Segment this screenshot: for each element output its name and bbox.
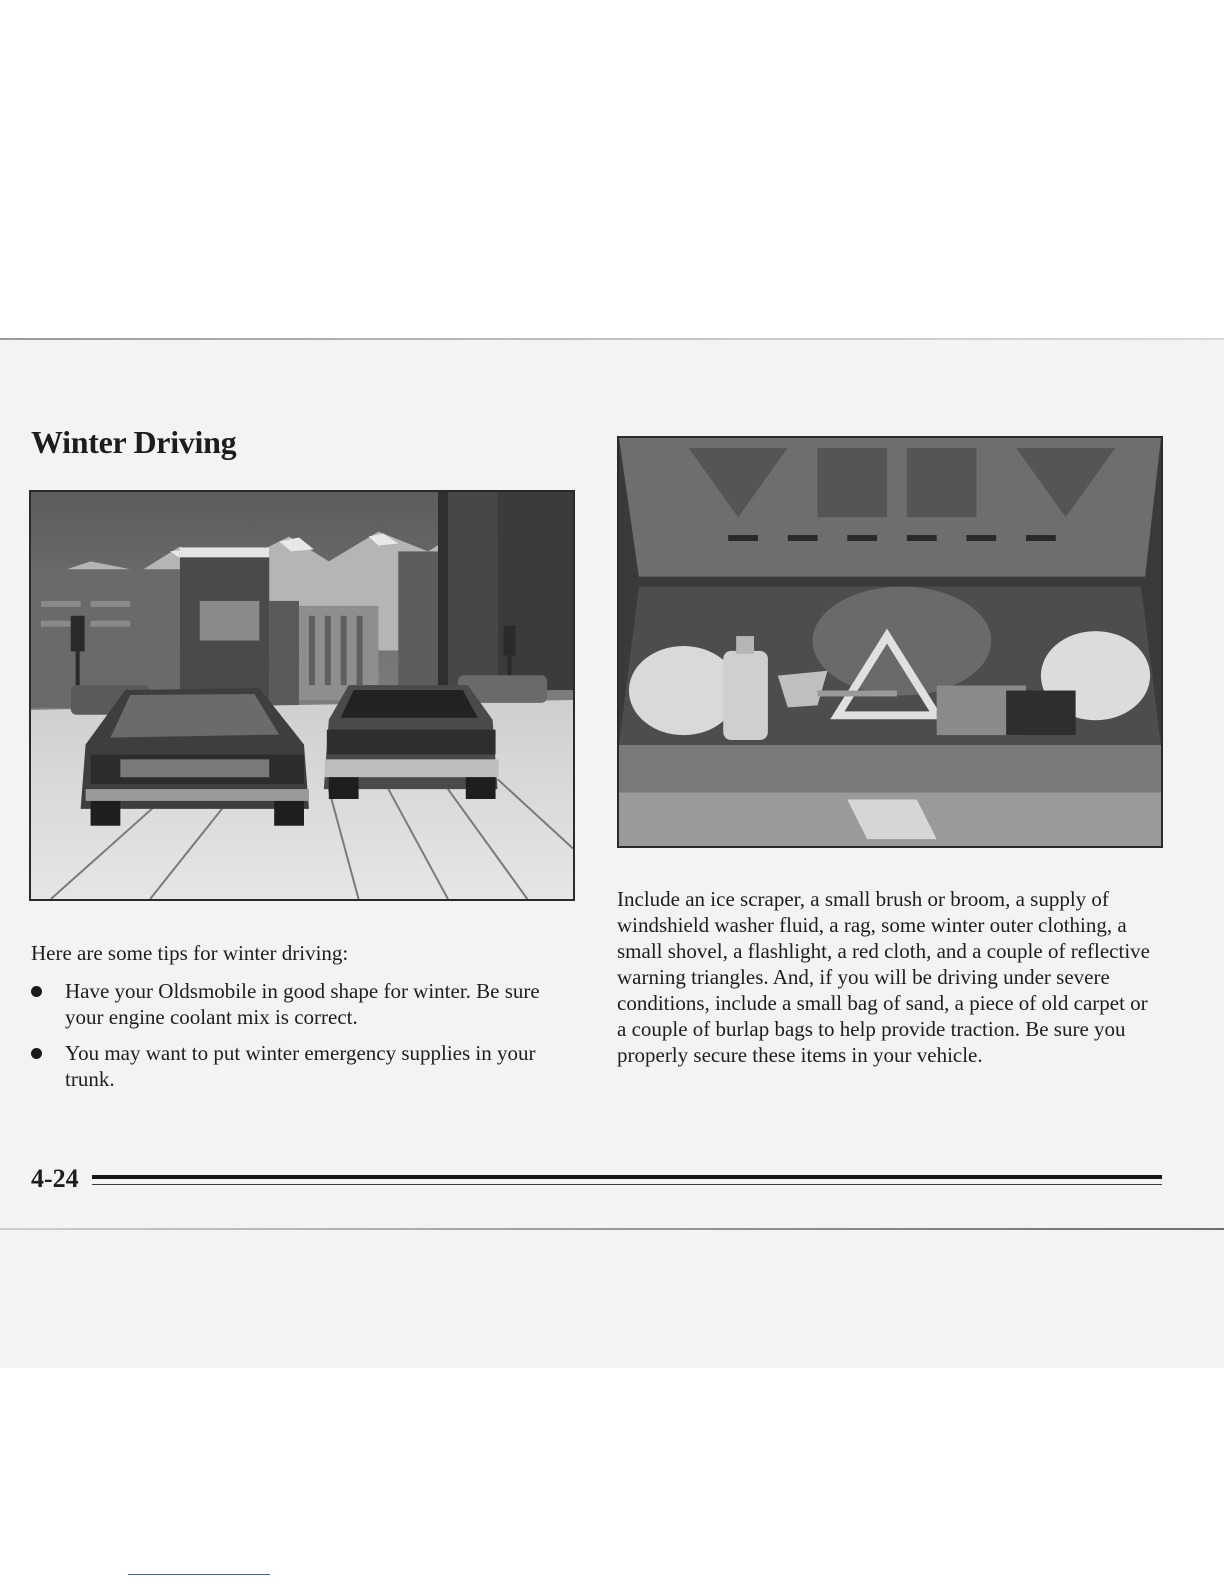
list-item-text: You may want to put winter emergency supplies in your trunk. (65, 1041, 536, 1091)
trunk-emergency-supplies-illustration (617, 436, 1163, 848)
scan-edge-top (0, 338, 1224, 340)
tips-list (31, 978, 571, 1102)
page-number: 4-24 (31, 1164, 79, 1193)
list-item (31, 1040, 571, 1092)
footer-rule (92, 1175, 1162, 1179)
bullet-icon (31, 1048, 42, 1059)
winter-city-traffic-illustration (29, 490, 575, 901)
bullet-icon (31, 986, 42, 997)
supplies-paragraph: Include an ice scraper, a small brush or broom, a supply of windshield washer fluid, a rag, some winter outer clothing, a small shovel, a flashlight, a red cloth, and a couple of reflective warning triangles. And, if you will be driving under severe conditions, include a small bag of sand, a piece of old carpet or a couple of burlap bags to help provide traction. Be sure you properly secure these items in your vehicle. (617, 887, 1150, 1067)
intro-text: Here are some tips for winter driving: (31, 941, 349, 965)
link-underline (128, 1574, 270, 1575)
scan-edge-bottom (0, 1228, 1224, 1230)
list-item (31, 978, 571, 1030)
footer-rule-thin (92, 1184, 1162, 1185)
list-item-text: Have your Oldsmobile in good shape for winter. Be sure your engine coolant mix is correct. (65, 979, 540, 1029)
section-title: Winter Driving (31, 424, 237, 460)
